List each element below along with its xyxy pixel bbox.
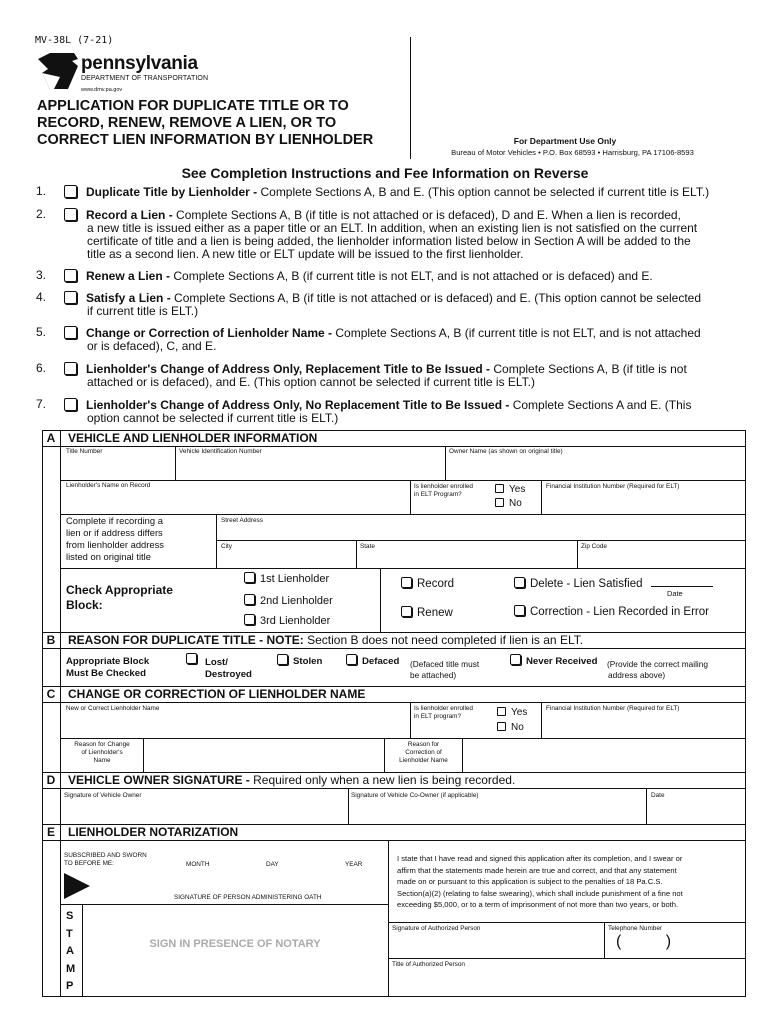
rule bbox=[60, 446, 61, 632]
arrow-right-icon bbox=[64, 873, 90, 899]
option-1-checkbox[interactable] bbox=[64, 185, 77, 198]
section-d-heading-rest: Required only when a new lien is being recorded. bbox=[249, 773, 516, 787]
title-auth-input[interactable] bbox=[392, 972, 744, 994]
owner-name-input[interactable] bbox=[449, 458, 743, 478]
option-text: or is defaced), C, and E. bbox=[87, 339, 217, 353]
c-fin-inst-input[interactable] bbox=[546, 716, 744, 736]
option-7-checkbox[interactable] bbox=[64, 398, 77, 411]
sign-presence-label: SIGN IN PRESENCE OF NOTARY bbox=[149, 938, 321, 950]
complete-if-note bbox=[66, 515, 164, 563]
section-a-letter: A bbox=[46, 431, 56, 445]
option-number: 6. bbox=[36, 361, 47, 375]
lienholder-name-label: Lienholder's Name on Record bbox=[66, 482, 151, 489]
option-3-checkbox[interactable] bbox=[64, 269, 77, 282]
statement-text bbox=[397, 853, 683, 911]
elt-question-label bbox=[414, 483, 473, 499]
rule bbox=[60, 702, 61, 772]
option-4-checkbox[interactable] bbox=[64, 291, 77, 304]
delete-option[interactable] bbox=[514, 577, 643, 590]
statement-line: made on or pursuant to this application is subject to the penalties of 18 Pa.C.S. bbox=[397, 877, 663, 887]
option-title: Satisfy a Lien - bbox=[86, 291, 171, 305]
month-label: MONTH bbox=[186, 861, 210, 868]
option-2-checkbox[interactable] bbox=[64, 208, 77, 221]
option-text: Complete Sections A, B (if current title is not ELT, and is not attached bbox=[332, 326, 701, 340]
sig-auth-field[interactable] bbox=[392, 935, 600, 955]
c-elt-question bbox=[414, 705, 473, 721]
section-b-heading-rest: Section B does not need completed if lien is an ELT. bbox=[303, 633, 584, 647]
logo-url: www.dmv.pa.gov bbox=[81, 87, 123, 93]
section-d-heading-bold: VEHICLE OWNER SIGNATURE - bbox=[68, 773, 250, 787]
option-text: option cannot be selected if current title is ELT.) bbox=[87, 411, 339, 425]
option-title: Lienholder's Change of Address Only, Replacement Title to Be Issued - bbox=[86, 362, 491, 376]
rule bbox=[60, 788, 61, 824]
c-elt-yes-label: Yes bbox=[511, 707, 528, 718]
defaced-note-line: (Defaced title must bbox=[410, 659, 480, 669]
lien-2nd-label: 2nd Lienholder bbox=[260, 595, 333, 607]
rule bbox=[348, 788, 349, 824]
appropriate-line: Appropriate Block bbox=[66, 656, 150, 667]
reason-change-input[interactable] bbox=[147, 745, 383, 767]
rule bbox=[388, 958, 746, 959]
defaced-note-line: be attached) bbox=[410, 670, 457, 680]
complete-if-line: lien or if address differs bbox=[66, 527, 163, 538]
section-e-letter: E bbox=[46, 825, 55, 839]
title-number-input[interactable] bbox=[64, 458, 174, 478]
check-block-line: Check Appropriate bbox=[66, 583, 173, 597]
defaced-checkbox[interactable] bbox=[346, 654, 357, 665]
stamp-letter: M bbox=[66, 962, 76, 975]
option-text: Complete Sections A, B and E. (This option cannot be selected if current title is ELT.) bbox=[257, 185, 710, 199]
elt-no-checkbox[interactable] bbox=[495, 498, 504, 507]
rule bbox=[175, 446, 176, 480]
vin-input[interactable] bbox=[179, 458, 443, 478]
delete-label: Delete - Lien Satisfied bbox=[530, 578, 643, 590]
lienholder-name-input[interactable] bbox=[64, 492, 408, 512]
option-text: Complete Sections A and E. (This bbox=[509, 398, 692, 412]
day-label: DAY bbox=[266, 861, 279, 868]
elt-no-option[interactable] bbox=[495, 498, 522, 509]
title-auth-label: Title of Authorized Person bbox=[392, 961, 465, 968]
elt-yes-option[interactable] bbox=[495, 484, 525, 495]
complete-if-line: listed on original title bbox=[66, 551, 151, 562]
rule bbox=[388, 922, 746, 923]
statement-line: affirm that the statements made herein are true and correct, and that any statement bbox=[397, 865, 677, 875]
statement-line: I state that I have read and signed this application after its completion, and I swear or bbox=[397, 854, 683, 863]
city-input[interactable] bbox=[221, 552, 355, 568]
option-title: Lienholder's Change of Address Only, No Replacement Title to Be Issued - bbox=[86, 398, 510, 412]
c-elt-no-checkbox[interactable] bbox=[497, 722, 506, 731]
lien-3rd-checkbox[interactable] bbox=[244, 614, 255, 625]
elt-yes-checkbox[interactable] bbox=[495, 484, 504, 493]
stolen-label: Stolen bbox=[293, 656, 323, 667]
reason-correction-line: Lienholder Name bbox=[399, 757, 448, 764]
c-elt-no-option[interactable] bbox=[497, 722, 524, 733]
fin-inst-label: Financial Institution Number (Required for ELT) bbox=[546, 483, 680, 490]
rule bbox=[410, 702, 411, 738]
c-fin-inst-label: Financial Institution Number (Required for ELT) bbox=[546, 705, 680, 712]
c-elt-yes-option[interactable] bbox=[497, 707, 527, 718]
rule bbox=[60, 904, 388, 905]
renew-label: Renew bbox=[417, 607, 453, 619]
option-text: Complete Sections A, B (if title is not attached or is defaced), D and E. When a lien is recorded, bbox=[172, 208, 681, 222]
form-title-line-1: APPLICATION FOR DUPLICATE TITLE OR TO bbox=[37, 98, 349, 114]
rule bbox=[60, 738, 746, 739]
record-label: Record bbox=[417, 578, 455, 590]
never-received-option[interactable] bbox=[510, 654, 597, 667]
option-title: Record a Lien - bbox=[86, 208, 173, 222]
record-checkbox[interactable] bbox=[401, 577, 412, 588]
rule bbox=[42, 446, 746, 447]
rule bbox=[216, 514, 217, 568]
option-text: Complete Sections A, B (if title is not attached or is defaced) and E. (This option cannot be selected bbox=[170, 291, 701, 305]
rule bbox=[541, 480, 542, 514]
lien-3rd-option[interactable] bbox=[244, 614, 330, 627]
option-number: 4. bbox=[36, 290, 47, 304]
delete-date-line bbox=[651, 586, 713, 587]
phone-parens: ( ) bbox=[616, 933, 672, 950]
new-name-label: New or Correct Lienholder Name bbox=[66, 705, 160, 712]
reason-correction-label bbox=[386, 741, 461, 765]
section-c-heading: CHANGE OR CORRECTION OF LIENHOLDER NAME bbox=[68, 687, 366, 701]
stamp-letter: A bbox=[66, 945, 74, 958]
section-b-heading bbox=[68, 633, 583, 647]
elt-question-line: Is lienholder enrolled bbox=[414, 483, 473, 490]
dept-use-label: For Department Use Only bbox=[513, 136, 617, 146]
notary-date-input[interactable] bbox=[90, 872, 374, 888]
letter-divider bbox=[60, 632, 61, 648]
city-label: City bbox=[221, 543, 233, 550]
rule bbox=[42, 788, 746, 789]
elt-no-label: No bbox=[509, 498, 522, 509]
lien-1st-option[interactable] bbox=[244, 572, 329, 585]
statement-line: Section(a)(2) (relating to false swearing), which shall include punishment of a fine not bbox=[397, 888, 683, 898]
rule bbox=[42, 702, 746, 703]
sig-coowner-field[interactable] bbox=[350, 802, 644, 822]
option-text: certificate of title and a lien is being added, the lienholder information listed below in Section A will be added to the bbox=[87, 234, 691, 248]
logo-dept: DEPARTMENT OF TRANSPORTATION bbox=[81, 75, 209, 82]
statement-line: exceeding $5,000, or to a term of imprisonment of not more than two years, or both. bbox=[397, 900, 679, 910]
telephone-label: Telephone Number bbox=[608, 925, 662, 932]
rule bbox=[445, 446, 446, 480]
check-block-label bbox=[66, 583, 173, 613]
option-text: Complete Sections A, B (if current title is not ELT, and is not attached or is defaced) and E. bbox=[170, 269, 653, 283]
section-d-letter: D bbox=[46, 773, 56, 787]
c-elt-question-line: Is lienholder enrolled bbox=[414, 705, 473, 712]
reason-change-line: of Lienholder's bbox=[81, 749, 123, 756]
instructions-heading: See Completion Instructions and Fee Information on Reverse bbox=[181, 165, 589, 181]
stamp-letters bbox=[66, 908, 75, 996]
header-divider bbox=[410, 37, 411, 159]
sig-oath-label: SIGNATURE OF PERSON ADMINISTERING OATH bbox=[174, 894, 322, 901]
option-text: Complete Sections A, B (if title is not bbox=[490, 362, 687, 376]
rule bbox=[604, 922, 605, 958]
delete-date-label: Date bbox=[667, 589, 683, 598]
appropriate-line: Must Be Checked bbox=[66, 668, 146, 679]
option-title: Renew a Lien - bbox=[86, 269, 171, 283]
street-input[interactable] bbox=[221, 526, 743, 540]
c-elt-question-line: in ELT program? bbox=[414, 713, 462, 720]
reason-correction-input[interactable] bbox=[466, 745, 744, 767]
lost-label: Lost/ bbox=[205, 657, 228, 668]
form-title-line-3: CORRECT LIEN INFORMATION BY LIENHOLDER bbox=[37, 132, 374, 148]
rule bbox=[462, 738, 463, 772]
lien-2nd-option[interactable] bbox=[244, 594, 333, 607]
option-number: 5. bbox=[36, 325, 47, 339]
lien-1st-label: 1st Lienholder bbox=[260, 573, 330, 585]
new-name-input[interactable] bbox=[64, 716, 408, 736]
option-text: if current title is ELT.) bbox=[87, 304, 199, 318]
rule bbox=[42, 648, 746, 649]
title-number-label: Title Number bbox=[66, 448, 103, 455]
reason-change-line: Reason for Change bbox=[74, 741, 130, 748]
c-elt-yes-checkbox[interactable] bbox=[497, 707, 506, 716]
rule bbox=[541, 702, 542, 738]
option-number: 3. bbox=[36, 268, 47, 282]
state-input[interactable] bbox=[360, 552, 574, 568]
rule bbox=[60, 568, 746, 569]
lien-2nd-checkbox[interactable] bbox=[244, 594, 255, 605]
state-label: State bbox=[360, 543, 375, 550]
option-number: 1. bbox=[36, 184, 47, 198]
option-title: Duplicate Title by Lienholder - bbox=[86, 185, 258, 199]
penndot-logo bbox=[36, 53, 236, 95]
reason-correction-line: Correction of bbox=[405, 749, 442, 756]
sig-auth-label: Signature of Authorized Person bbox=[392, 925, 481, 932]
option-text: a new title is issued either as a paper title or an ELT. In addition, when an existing lien is not satisfied on the current bbox=[87, 221, 698, 235]
rule bbox=[143, 738, 144, 772]
zip-label: Zip Code bbox=[581, 543, 607, 550]
rule bbox=[388, 840, 389, 997]
correction-option[interactable] bbox=[514, 605, 709, 618]
keystone-icon bbox=[36, 53, 80, 89]
renew-checkbox[interactable] bbox=[401, 606, 412, 617]
never-note-1: (Provide the correct mailing bbox=[607, 659, 708, 669]
renew-option[interactable] bbox=[401, 606, 453, 619]
stolen-option[interactable] bbox=[277, 654, 322, 667]
elt-question-line: in ELT Program? bbox=[414, 491, 462, 498]
fin-inst-input[interactable] bbox=[546, 494, 744, 512]
letter-divider bbox=[60, 430, 61, 446]
rule bbox=[646, 788, 647, 824]
option-text: attached or is defaced), and E. (This option cannot be selected if current title is ELT.) bbox=[87, 375, 536, 389]
reason-change-line: Name bbox=[93, 757, 111, 764]
complete-if-line: Complete if recording a bbox=[66, 515, 163, 526]
form-id: MV-38L (7-21) bbox=[35, 35, 114, 46]
section-e-heading: LIENHOLDER NOTARIZATION bbox=[68, 825, 239, 839]
stamp-letter: S bbox=[66, 910, 74, 922]
rule bbox=[380, 568, 381, 632]
never-received-checkbox[interactable] bbox=[510, 654, 521, 665]
lost-label: Destroyed bbox=[205, 669, 252, 680]
subscribed-line: TO BEFORE ME: bbox=[64, 860, 114, 867]
option-title: Change or Correction of Lienholder Name - bbox=[86, 326, 333, 340]
lost-checkbox[interactable] bbox=[186, 653, 197, 664]
d-date-input[interactable] bbox=[650, 802, 744, 822]
correction-checkbox[interactable] bbox=[514, 605, 525, 616]
form-title bbox=[37, 98, 373, 149]
letter-divider bbox=[60, 686, 61, 702]
section-b-letter: B bbox=[46, 633, 56, 647]
reason-correction-line: Reason for bbox=[407, 741, 440, 748]
telephone-input[interactable] bbox=[608, 936, 744, 956]
option-6-checkbox[interactable] bbox=[64, 362, 77, 375]
lien-1st-checkbox[interactable] bbox=[244, 572, 255, 583]
option-number: 7. bbox=[36, 397, 47, 411]
record-option[interactable] bbox=[401, 577, 454, 590]
rule bbox=[216, 540, 746, 541]
option-number: 2. bbox=[36, 207, 47, 221]
rule bbox=[82, 904, 83, 997]
defaced-label: Defaced bbox=[362, 656, 400, 667]
correction-label: Correction - Lien Recorded in Error bbox=[530, 606, 709, 618]
defaced-option[interactable] bbox=[346, 654, 399, 667]
owner-name-label: Owner Name (as shown on original title) bbox=[449, 448, 563, 455]
rule bbox=[384, 738, 385, 772]
stamp-letter: T bbox=[66, 927, 73, 940]
lost-option[interactable] bbox=[186, 652, 252, 681]
never-received-label: Never Received bbox=[526, 656, 598, 667]
reason-change-label bbox=[62, 741, 142, 765]
section-c-letter: C bbox=[46, 687, 56, 701]
option-5-checkbox[interactable] bbox=[64, 326, 77, 339]
logo-name: pennsylvania bbox=[81, 53, 198, 74]
lien-3rd-label: 3rd Lienholder bbox=[260, 615, 331, 627]
rule bbox=[42, 840, 746, 841]
d-date-label: Date bbox=[651, 792, 665, 799]
sig-owner-field[interactable] bbox=[62, 802, 346, 822]
rule bbox=[410, 480, 411, 514]
form-title-line-2: RECORD, RENEW, REMOVE A LIEN, OR TO bbox=[37, 115, 337, 131]
sig-owner-label: Signature of Vehicle Owner bbox=[64, 792, 142, 799]
letter-divider bbox=[60, 772, 61, 788]
street-label: Street Address bbox=[221, 517, 263, 524]
section-b-heading-bold: REASON FOR DUPLICATE TITLE - NOTE: bbox=[68, 633, 304, 647]
rule bbox=[60, 648, 61, 686]
rule bbox=[356, 540, 357, 568]
dept-use-address: Bureau of Motor Vehicles • P.O. Box 68593 • Harrisburg, PA 17106-8593 bbox=[451, 148, 694, 157]
complete-if-line: from lienholder address bbox=[66, 539, 164, 550]
rule bbox=[60, 480, 746, 481]
stolen-checkbox[interactable] bbox=[277, 654, 288, 665]
check-block-line: Block: bbox=[66, 598, 103, 612]
section-d-heading bbox=[68, 773, 515, 787]
letter-divider bbox=[60, 824, 61, 840]
delete-checkbox[interactable] bbox=[514, 577, 525, 588]
elt-yes-label: Yes bbox=[509, 484, 526, 495]
vin-label: Vehicle Identification Number bbox=[179, 448, 262, 455]
c-elt-no-label: No bbox=[511, 722, 524, 733]
rule bbox=[577, 540, 578, 568]
subscribed-line: SUBSCRIBED AND SWORN bbox=[64, 852, 147, 859]
section-a-heading: VEHICLE AND LIENHOLDER INFORMATION bbox=[68, 431, 318, 445]
defaced-note bbox=[410, 659, 479, 681]
zip-input[interactable] bbox=[581, 552, 745, 568]
appropriate-block-label bbox=[66, 656, 149, 680]
option-text: title as a second lien. A new title or ELT update will be issued to the first lienholder. bbox=[87, 247, 524, 261]
subscribed-label bbox=[64, 852, 147, 868]
rule bbox=[60, 840, 61, 997]
stamp-letter: P bbox=[66, 980, 74, 993]
sig-coowner-label: Signature of Vehicle Co-Owner (if applicable) bbox=[351, 792, 479, 799]
year-label: YEAR bbox=[345, 861, 363, 868]
never-note-2: address above) bbox=[608, 670, 666, 680]
